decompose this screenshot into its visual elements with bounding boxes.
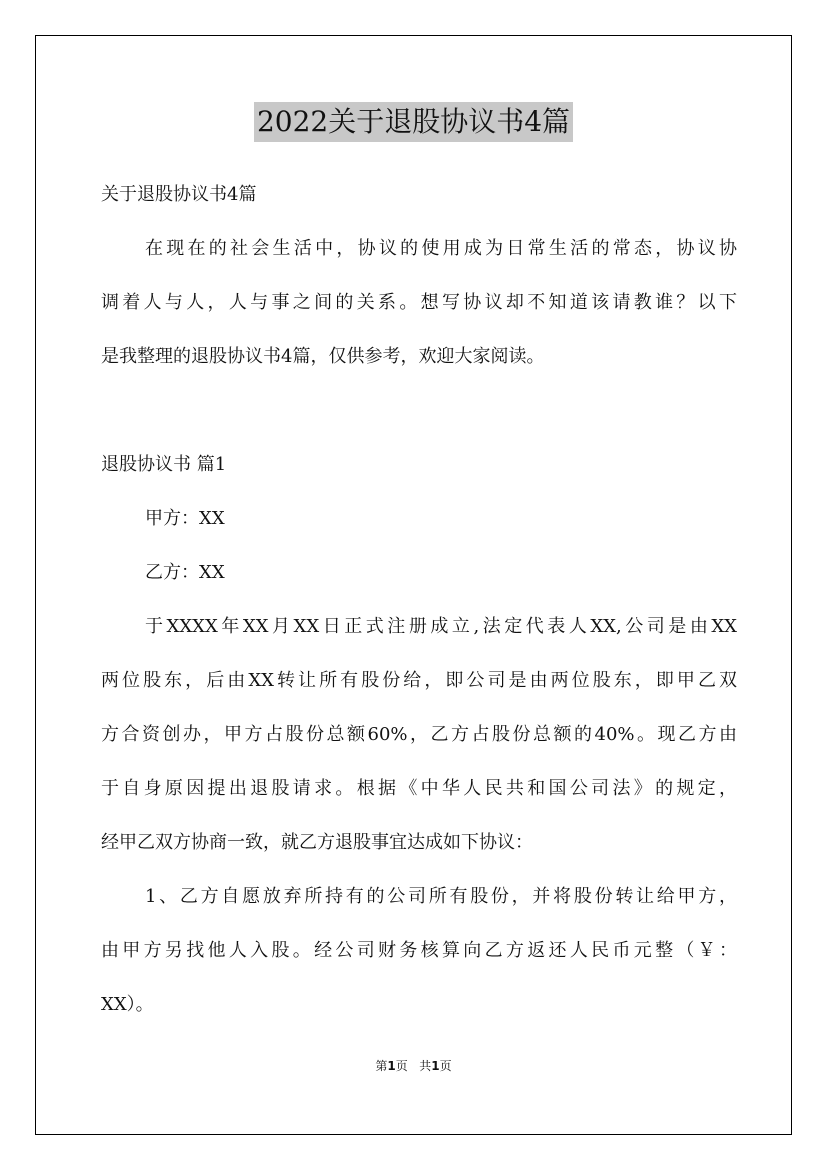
page-suffix: 页 [395,1059,408,1073]
body-line: 方合资创办，甲方占股份总额60%，乙方占股份总额的40%。现乙方由 [101,724,737,745]
total-prefix: 共 [419,1059,432,1073]
party-a: 甲方：XX [145,508,225,529]
clause-line: 由甲方另找他人入股。经公司财务核算向乙方返还人民币元整（￥： [101,940,737,961]
section-heading: 退股协议书 篇1 [101,454,227,475]
document-body [101,168,737,1032]
party-b: 乙方：XX [145,562,225,583]
body-line: 两位股东，后由XX转让所有股份给，即公司是由两位股东，即甲乙双 [101,670,737,691]
intro-line: 在现在的社会生活中，协议的使用成为日常生活的常态，协议协 [145,238,737,259]
total-suffix: 页 [439,1059,452,1073]
title-container [0,102,827,142]
clause-line: XX）。 [101,994,154,1015]
body-line: 于XXXX年XX月XX日正式注册成立,法定代表人XX,公司是由XX [145,616,737,637]
page-prefix: 第 [375,1059,388,1073]
document-subtitle: 关于退股协议书4篇 [101,184,257,205]
intro-line: 是我整理的退股协议书4篇，仅供参考，欢迎大家阅读。 [101,346,545,367]
page-number: 1 [387,1059,396,1073]
intro-line: 调着人与人，人与事之间的关系。想写协议却不知道该请教谁？以下 [101,292,737,313]
body-line: 经甲乙双方协商一致，就乙方退股事宜达成如下协议： [101,832,533,853]
clause-line: 1、乙方自愿放弃所持有的公司所有股份，并将股份转让给甲方， [145,886,737,907]
page-footer [0,1058,827,1074]
blank-line [101,384,737,438]
document-title: 2022关于退股协议书4篇 [254,102,573,142]
total-pages: 1 [431,1059,440,1073]
body-line: 于自身原因提出退股请求。根据《中华人民共和国公司法》的规定， [101,778,737,799]
